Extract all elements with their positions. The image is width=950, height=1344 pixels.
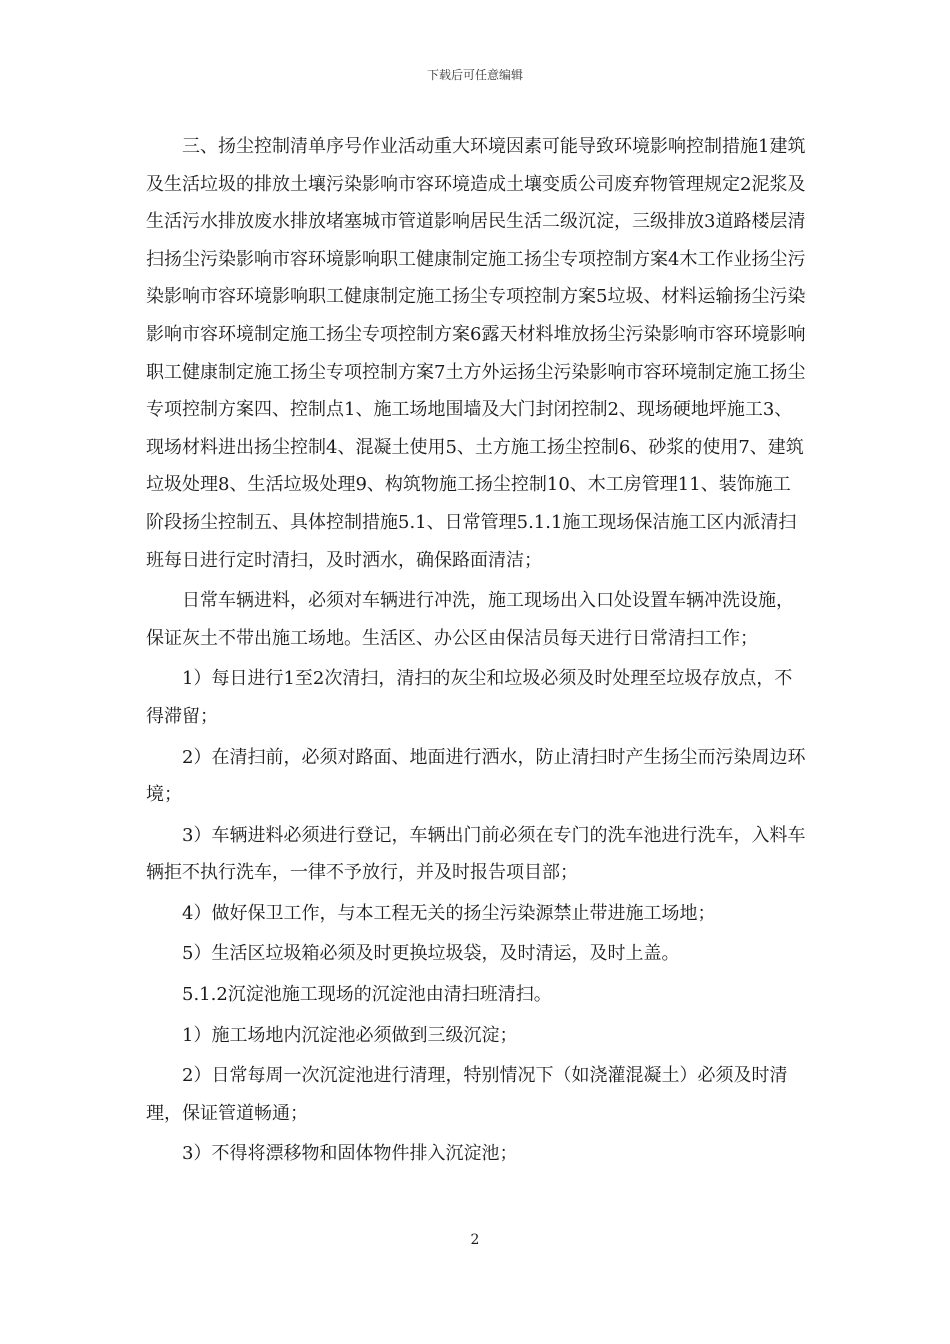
list-item-vehicle-registration: 3）车辆进料必须进行登记，车辆出门前必须在专门的洗车池进行洗车，入料车辆拒不执行洗车，一律不予放行，并及时报告项目部； (146, 824, 806, 884)
list-item-three-stage: 1）施工场地内沉淀池必须做到三级沉淀； (182, 1024, 518, 1046)
list-item-weekly-cleaning: 2）日常每周一次沉淀池进行清理，特别情况下（如浇灌混凝土）必须及时清理，保证管道畅通； (146, 1065, 788, 1124)
page-number: 2 (470, 1232, 480, 1248)
paragraph-control-list: 三、扬尘控制清单序号作业活动重大环境因素可能导致环境影响控制措施1建筑及生活垃圾的排放土壤污染影响市容环境造成土壤变质公司废弃物管理规定2泥浆及生活污水排放废水排放堵塞城市管道影响居民生活二级沉淀，三级排放3道路楼层清扫扬尘污染影响市容环境影响职工健康制定施工扬尘专项控制方案4木工作业扬尘污染影响市容环境影响职工健康制定施工扬尘专项控制方案5垃圾、材料运输扬尘污染影响市容环境制定施工扬尘专项控制方案6露天材料堆放扬尘污染影响市容环境影响职工健康制定施工扬尘专项控制方案7土方外运扬尘污染影响市容环境制定施工扬尘专项控制方案四、控制点1、施工场地围墙及大门封闭控制2、现场硬地坪施工3、现场材料进出扬尘控制4、混凝土使用5、土方施工扬尘控制6、砂浆的使用7、建筑垃圾处理8、生活垃圾处理9、构筑物施工扬尘控制10、木工房管理11、装饰施工阶段扬尘控制五、具体控制措施5.1、日常管理5.1.1施工现场保洁施工区内派清扫班每日进行定时清扫，及时洒水，确保路面清洁； (146, 136, 806, 571)
document-body (146, 128, 808, 1173)
section-heading-sedimentation: 5.1.2沉淀池施工现场的沉淀池由清扫班清扫。 (182, 984, 552, 1006)
list-item-no-debris: 3）不得将漂移物和固体物件排入沉淀池； (182, 1143, 518, 1165)
header-note: 下载后可任意编辑 (426, 68, 523, 82)
list-item-garbage-bins: 5）生活区垃圾箱必须及时更换垃圾袋，及时清运，及时上盖。 (182, 943, 680, 965)
list-item-security: 4）做好保卫工作，与本工程无关的扬尘污染源禁止带进施工场地； (182, 902, 716, 924)
paragraph-vehicle-washing: 日常车辆进料，必须对车辆进行冲洗，施工现场出入口处设置车辆冲洗设施，保证灰土不带出施工场地。生活区、办公区由保洁员每天进行日常清扫工作； (146, 590, 794, 649)
list-item-watering: 2）在清扫前，必须对路面、地面进行洒水，防止清扫时产生扬尘而污染周边环境； (146, 746, 806, 806)
list-item-daily-sweeping: 1）每日进行1至2次清扫，清扫的灰尘和垃圾必须及时处理至垃圾存放点，不得滞留； (146, 668, 793, 727)
